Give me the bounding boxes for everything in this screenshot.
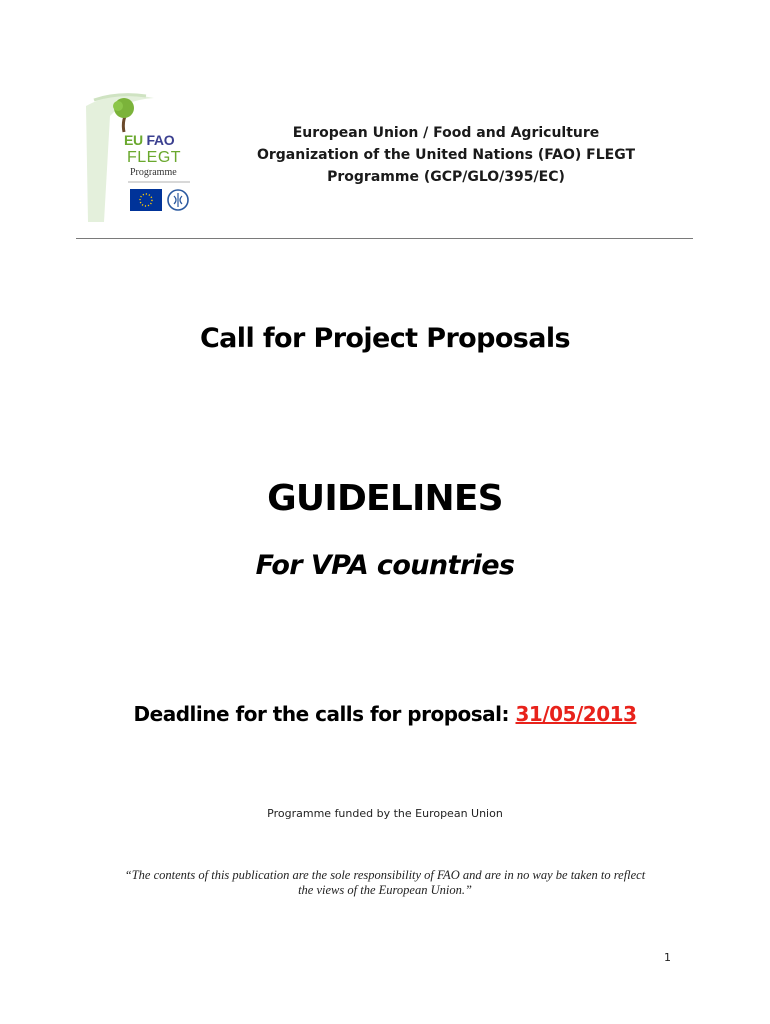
- organization-header: [236, 122, 656, 188]
- disclaimer-line: “The contents of this publication are the sole responsibility of FAO and are in no way be taken to reflect: [124, 868, 646, 882]
- header-line: Organization of the United Nations (FAO) FLEGT: [256, 147, 636, 163]
- deadline-label: Deadline for the calls for proposal:: [133, 702, 516, 726]
- deadline-date: 31/05/2013: [515, 702, 637, 726]
- page-number: 1: [664, 951, 671, 964]
- logo-flegt-text: FLEGT: [127, 149, 182, 166]
- funding-note: Programme funded by the European Union: [267, 807, 503, 820]
- tree-icon: [113, 98, 134, 132]
- header-divider: [76, 238, 693, 239]
- disclaimer: [100, 868, 670, 898]
- header-line: Programme (GCP/GLO/395/EC): [327, 169, 565, 185]
- document-title: Call for Project Proposals: [199, 323, 571, 354]
- deadline-line: [0, 702, 770, 726]
- header-line: European Union / Food and Agriculture: [292, 125, 600, 141]
- eu-flag-icon: [130, 189, 162, 211]
- disclaimer-line: the views of the European Union.”: [298, 883, 472, 897]
- logo-eu-fao-text: EU FAO: [124, 132, 175, 148]
- logo-programme-text: Programme: [130, 167, 177, 178]
- eu-fao-flegt-logo: [84, 92, 202, 224]
- fao-emblem-icon: [168, 190, 188, 210]
- document-subtitle: For VPA countries: [255, 550, 515, 581]
- guidelines-heading: GUIDELINES: [267, 478, 503, 519]
